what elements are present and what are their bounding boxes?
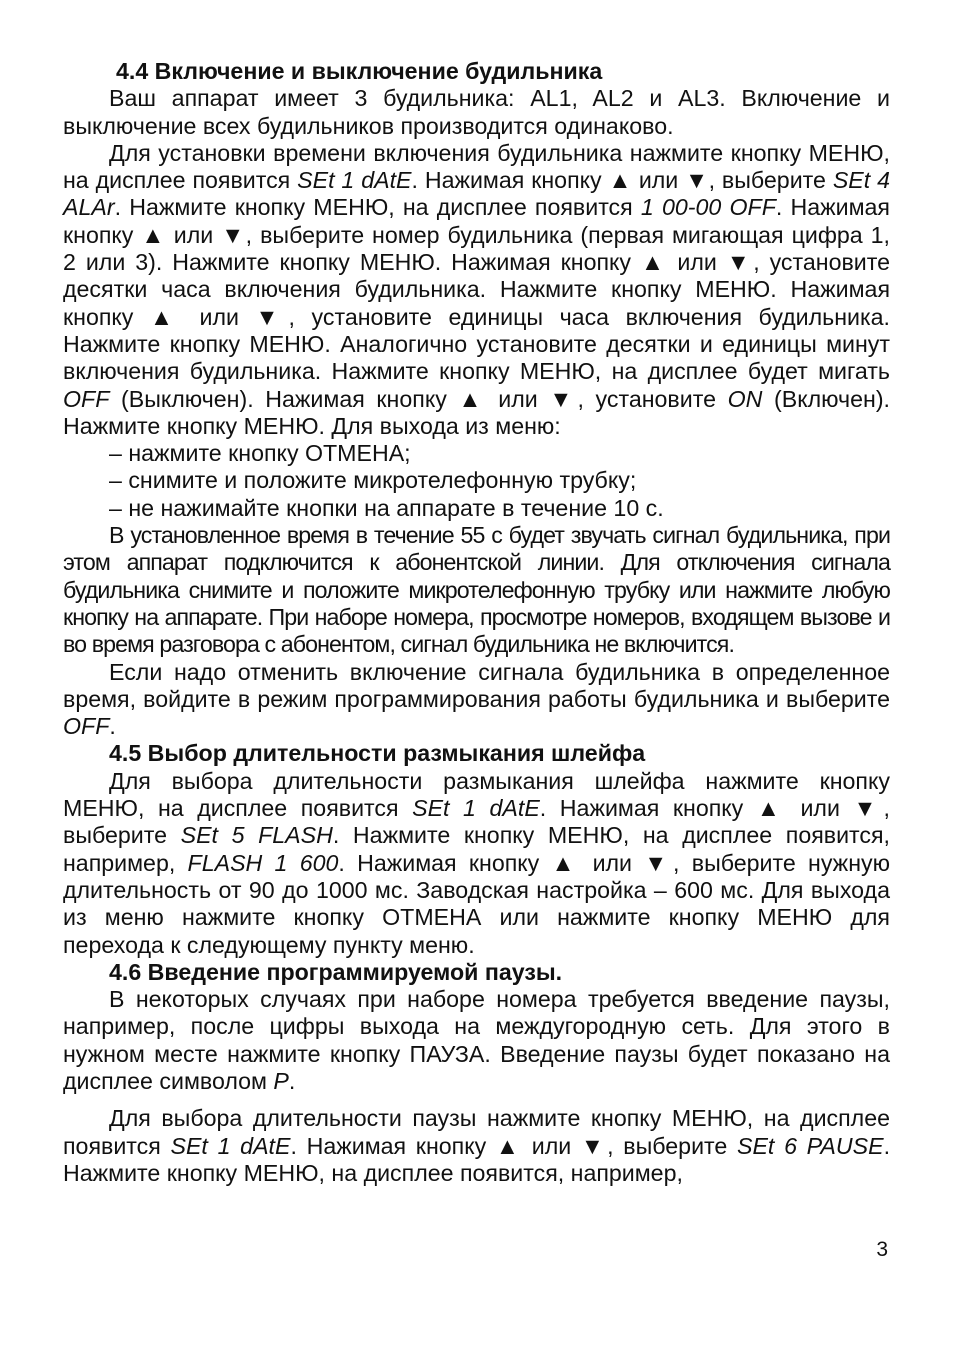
paragraph: Для установки времени включения будильника нажмите кнопку МЕНЮ, на дисплее появится SEt 1 dAtE. Нажимая кнопку ▲ или ▼, выберите SEt 4 ALAr. Нажмите кнопку МЕНЮ, на дисплее появится 1 00-00 OFF. Нажимая кнопку ▲ или ▼, выберите номер будильника (первая мигающая цифра 1, 2 или 3). Нажмите кнопку МЕНЮ. Нажимая кнопку ▲ или ▼, установите десятки часа включения будильника. Нажмите кнопку МЕНЮ. Нажимая кнопку ▲ или ▼, установите единицы часа включения будильника. Нажмите кнопку МЕНЮ. Аналогично установите десятки и единицы минут включения будильника. Нажмите кнопку МЕНЮ, на дисплее будет мигать OFF (Выключен). Нажимая кнопку ▲ или ▼, установите ON (Включен). Нажмите кнопку МЕНЮ. Для выхода из меню: bbox=[63, 139, 890, 439]
section-heading-4-4: 4.4 Включение и выключение будильника bbox=[116, 58, 603, 84]
paragraph: Для выбора длительности размыкания шлейфа нажмите кнопку МЕНЮ, на дисплее появится SEt 1 dAtE. Нажимая кнопку ▲ или ▼, выберите SEt 5 FLASH. Нажмите кнопку МЕНЮ, на дисплее появится, например, FLASH 1 600. Нажимая кнопку ▲ или ▼, выберите нужную длительность от 90 до 1000 мс. Заводская настройка – 600 мс. Для выхода из меню нажмите кнопку ОТМЕНА или нажмите кнопку МЕНЮ для перехода к следующему пункту меню. bbox=[63, 767, 890, 958]
section-heading-4-6: 4.6 Введение программируемой паузы. bbox=[109, 958, 563, 985]
paragraph: В установленное время в течение 55 с будет звучать сигнал будильника, при этом аппарат подключится к абонентской линии. Для отключения сигнала будильника снимите и положите микротелефонную трубку или нажмите любую кнопку на аппарате. При наборе номера, просмотре номеров, входящем вызове и во время разговора с абонентом, сигнал будильника не включится. bbox=[63, 522, 890, 658]
paragraph: Ваш аппарат имеет 3 будильника: AL1, AL2 и AL3. Включение и выключение всех будильников производится одинаково. bbox=[63, 85, 890, 139]
paragraph: В некоторых случаях при наборе номера требуется введение паузы, например, после цифры выхода на междугородную сеть. Для этого в нужном месте нажмите кнопку ПАУЗА. Введение паузы будет показано на дисплее символом P. bbox=[63, 986, 890, 1094]
list-item: – снимите и положите микротелефонную трубку; bbox=[109, 467, 637, 494]
exit-options-list bbox=[63, 440, 890, 522]
list-item: – нажмите кнопку ОТМЕНА; bbox=[109, 440, 411, 467]
paragraph: Если надо отменить включение сигнала будильника в определенное время, войдите в режим программирования работы будильника и выберите OFF. bbox=[63, 658, 890, 740]
list-item: – не нажимайте кнопки на аппарате в течение 10 с. bbox=[109, 494, 664, 521]
section-heading-4-5: 4.5 Выбор длительности размыкания шлейфа bbox=[109, 740, 646, 767]
document-page bbox=[63, 58, 890, 1187]
page-number: 3 bbox=[876, 1238, 888, 1261]
paragraph: Для выбора длительности паузы нажмите кнопку МЕНЮ, на дисплее появится SEt 1 dAtE. Нажимая кнопку ▲ или ▼, выберите SEt 6 PAUSE. Нажмите кнопку МЕНЮ, на дисплее появится, например, bbox=[63, 1105, 891, 1186]
